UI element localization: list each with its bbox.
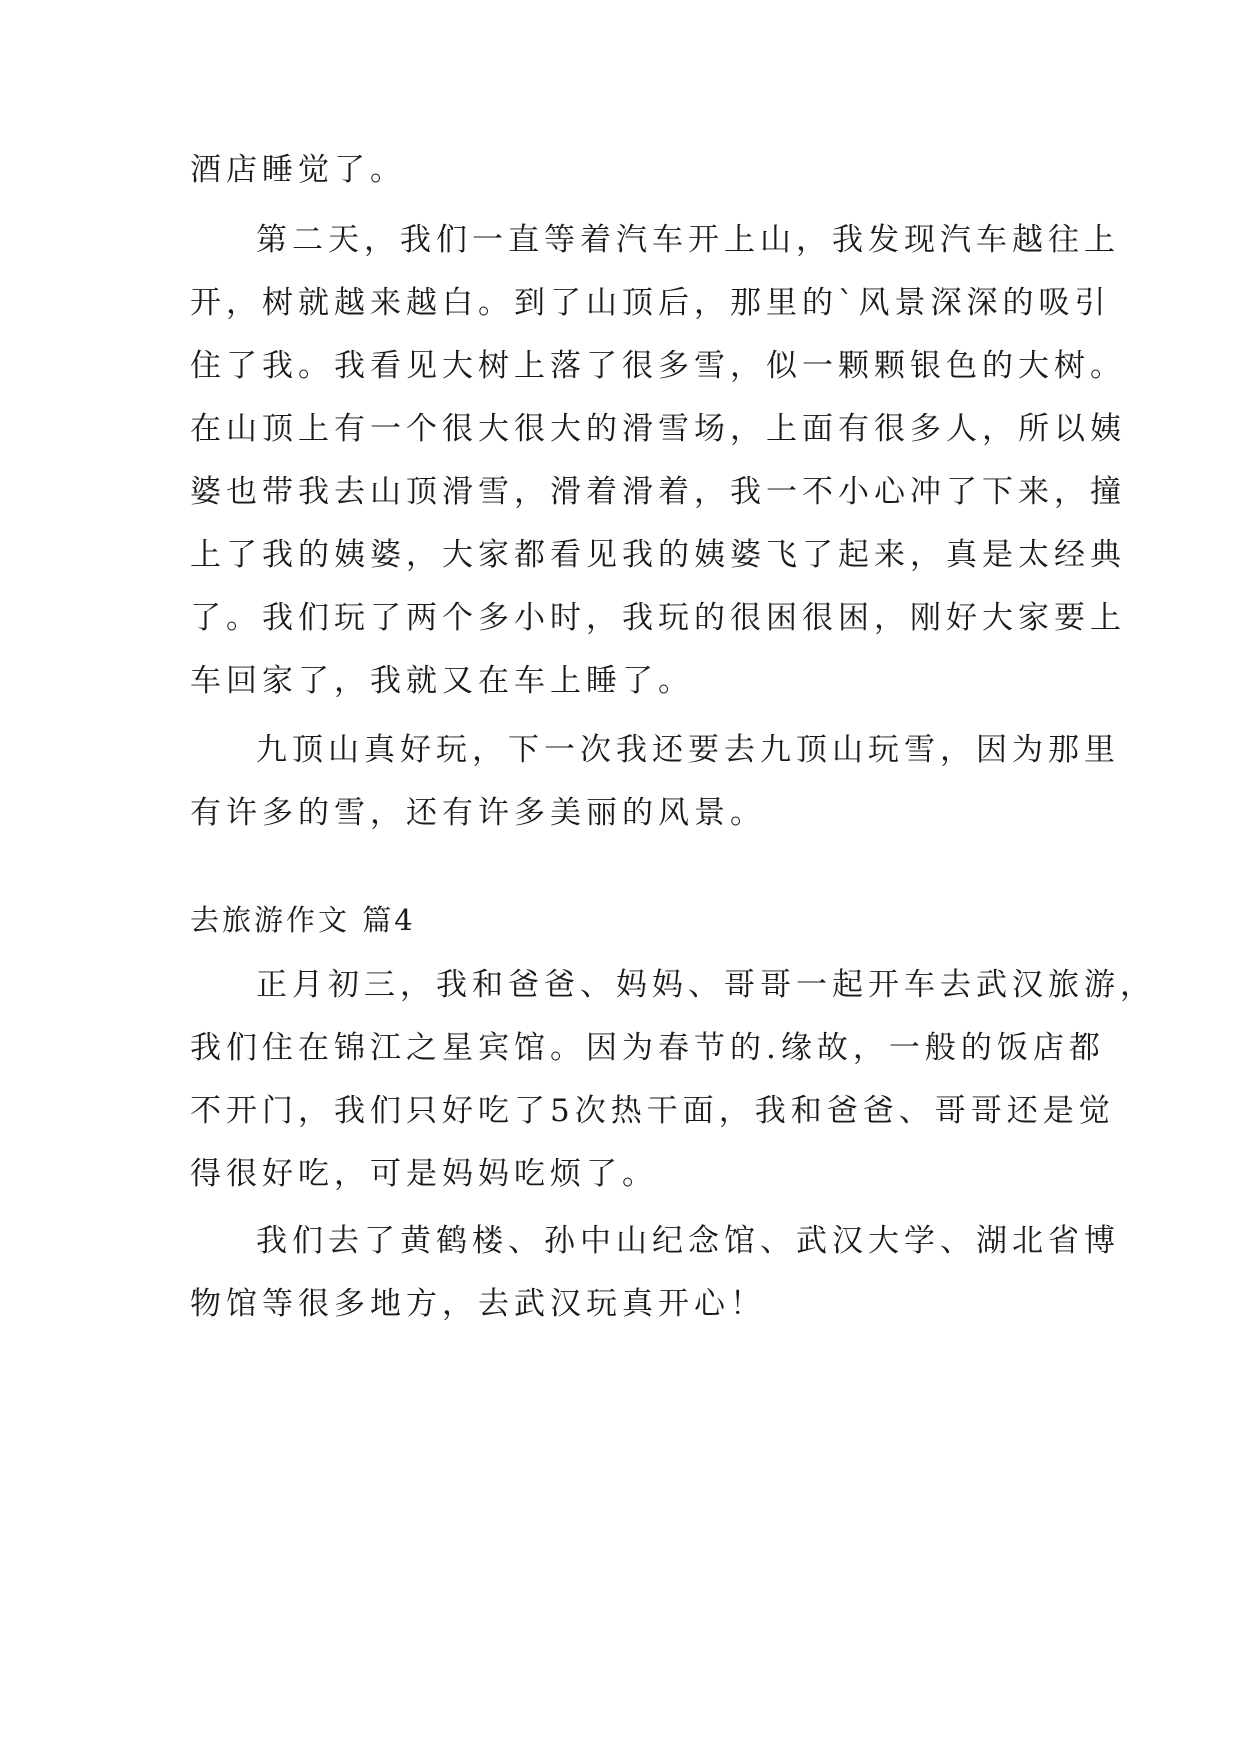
text-line: 九顶山真好玩，下一次我还要去九顶山玩雪，因为那里 bbox=[256, 732, 1120, 768]
text-line: 有许多的雪，还有许多美丽的风景。 bbox=[190, 795, 766, 831]
text-line: 我们去了黄鹤楼、孙中山纪念馆、武汉大学、湖北省博 bbox=[256, 1223, 1120, 1259]
text-line: 在山顶上有一个很大很大的滑雪场，上面有很多人，所以姨 bbox=[190, 411, 1126, 447]
text-line: 物馆等很多地方，去武汉玩真开心！ bbox=[190, 1286, 766, 1322]
text-line: 我们住在锦江之星宾馆。因为春节的.缘故，一般的饭店都 bbox=[190, 1030, 1105, 1066]
text-line: 正月初三，我和爸爸、妈妈、哥哥一起开车去武汉旅游， bbox=[256, 967, 1156, 1003]
text-line: 上了我的姨婆，大家都看见我的姨婆飞了起来，真是太经典 bbox=[190, 537, 1126, 573]
text-line: 车回家了，我就又在车上睡了。 bbox=[190, 663, 694, 699]
section-heading: 去旅游作文 篇4 bbox=[190, 903, 416, 937]
text-line: 酒店睡觉了。 bbox=[190, 152, 406, 188]
text-line: 开，树就越来越白。到了山顶后，那里的`风景深深的吸引 bbox=[190, 285, 1111, 321]
text-line: 得很好吃，可是妈妈吃烦了。 bbox=[190, 1156, 658, 1192]
text-line: 了。我们玩了两个多小时，我玩的很困很困，刚好大家要上 bbox=[190, 600, 1126, 636]
text-line: 不开门，我们只好吃了5次热干面，我和爸爸、哥哥还是觉 bbox=[190, 1093, 1115, 1129]
text-line: 第二天，我们一直等着汽车开上山，我发现汽车越往上 bbox=[256, 222, 1120, 258]
text-line: 婆也带我去山顶滑雪，滑着滑着，我一不小心冲了下来，撞 bbox=[190, 474, 1126, 510]
text-line: 住了我。我看见大树上落了很多雪，似一颗颗银色的大树。 bbox=[190, 348, 1126, 384]
